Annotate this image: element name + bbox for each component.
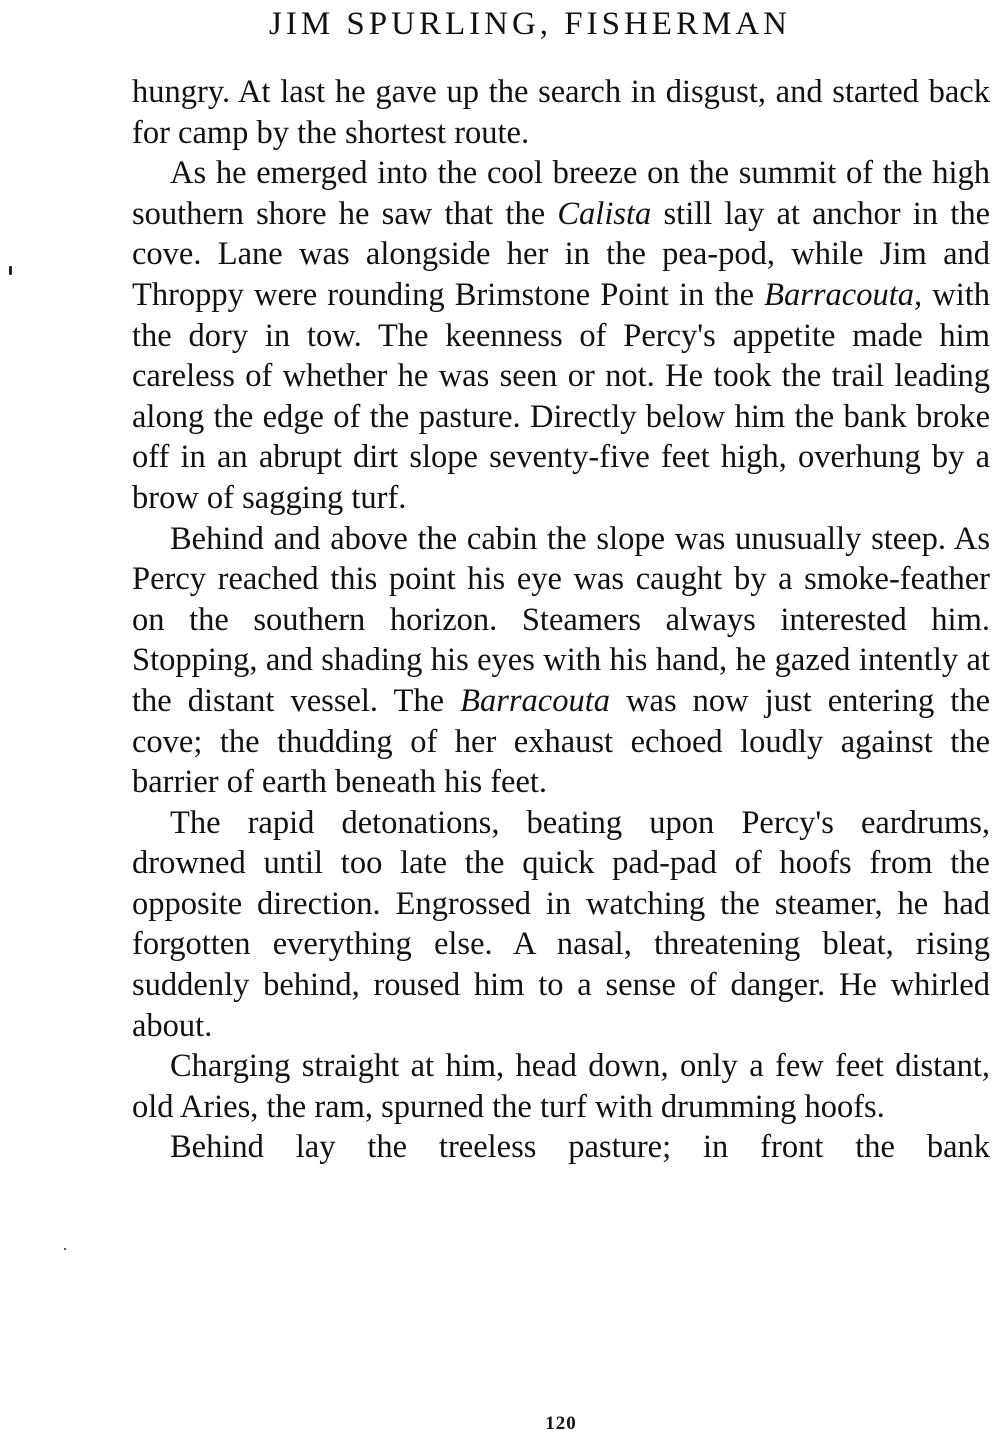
ink-speck bbox=[64, 1248, 66, 1250]
body-text bbox=[132, 72, 990, 1168]
running-head: JIM SPURLING, FISHERMAN bbox=[269, 6, 791, 42]
ship-name: Barracouta bbox=[460, 682, 610, 719]
ship-name: Calista bbox=[557, 195, 652, 232]
paragraph bbox=[132, 803, 990, 1047]
paragraph-text: with the dory in tow. The keenness of Percy's appetite made him careless of whether he was seen or not. He took the trail leading along the edge of the pasture. Directly below him the bank broke off in an abrupt dirt slope seventy-five feet high, overhung by a brow of sagging turf. bbox=[132, 276, 991, 516]
ship-name: Barracouta, bbox=[764, 276, 923, 313]
paragraph bbox=[132, 1046, 990, 1127]
paragraph-text: hungry. At last he gave up the search in disgust, and started back for camp by the shortest route. bbox=[132, 74, 990, 151]
paragraph bbox=[132, 519, 990, 803]
paragraph-text: Charging straight at him, head down, only a few feet distant, old Aries, the ram, spurned the turf with drumming hoofs. bbox=[132, 1048, 990, 1125]
paragraph-text: Behind lay the treeless pasture; in front the bank bbox=[170, 1129, 990, 1166]
ink-speck bbox=[9, 266, 12, 275]
paragraph-text: was now just entering the cove; the thudding of her exhaust echoed loudly against the barrier of earth beneath his feet. bbox=[132, 682, 990, 801]
paragraph-text: still lay at anchor in the cove. Lane was alongside her in the pea-pod, while Jim and Throppy were rounding Brimstone Point in the bbox=[132, 195, 990, 313]
page-number: 120 bbox=[545, 1413, 577, 1434]
paragraph-text: Behind and above the cabin the slope was unusually steep. As Percy reached this point his eye was caught by a smoke-feather on the southern horizon. Steamers always interested him. Stopping, and shading his eyes with his hand, he gazed intently at the distant vessel. The bbox=[132, 520, 990, 719]
paragraph-text: The rapid detonations, beating upon Percy's eardrums, drowned until too late the quick pad-pad of hoofs from the opposite direction. Engrossed in watching the steamer, he had forgotten everything else. A nasal, threatening bleat, rising suddenly behind, roused him to a sense of danger. He whirled about. bbox=[132, 804, 990, 1044]
paragraph-last bbox=[132, 1127, 990, 1168]
paragraph-continued bbox=[132, 72, 990, 153]
paragraph bbox=[132, 153, 990, 518]
paragraph-text: As he emerged into the cool breeze on the summit of the high southern shore he saw that the bbox=[132, 155, 990, 232]
